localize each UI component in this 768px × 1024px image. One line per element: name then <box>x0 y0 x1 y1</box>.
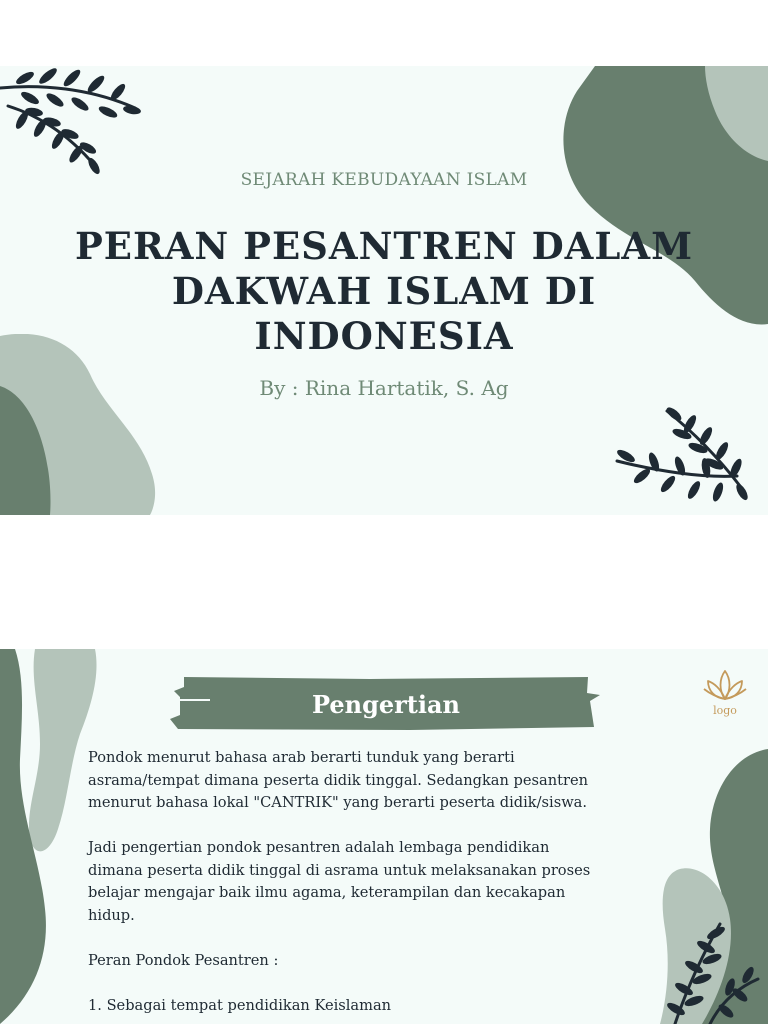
text-line: Jadi pengertian pondok pesantren adalah lembaga pendidikan <box>88 839 550 856</box>
content-slide <box>0 649 768 1024</box>
text-line: asrama/tempat dimana peserta didik tinggal. Sedangkan pesantren <box>88 771 588 789</box>
text-line: Pondok menurut bahasa arab berarti tunduk yang berarti <box>88 749 515 766</box>
definition-paragraph <box>88 837 678 927</box>
slide-subtitle: SEJARAH KEBUDAYAAN ISLAM <box>240 170 528 190</box>
list-heading: Peran Pondok Pesantren : <box>88 951 279 969</box>
section-heading: Pengertian <box>311 690 461 719</box>
slide-title <box>60 224 708 359</box>
body-text <box>88 747 678 1024</box>
text-line: dimana peserta didik tinggal di asrama untuk melaksanakan proses <box>88 861 591 879</box>
title-line: DAKWAH ISLAM DI <box>171 269 597 313</box>
logo-label: logo <box>713 704 737 717</box>
leaf-branch-icon <box>0 66 150 176</box>
list-item: 1. Sebagai tempat pendidikan Keislaman <box>88 996 392 1014</box>
bottom-left-blob-decoration <box>0 334 165 515</box>
leaf-branch-icon <box>612 406 752 511</box>
lotus-logo-icon <box>703 667 747 703</box>
text-line: belajar mengajar baik ilmu agama, keterampilan dan kecakapan <box>88 884 566 901</box>
title-slide <box>0 66 768 515</box>
definition-paragraph <box>88 747 678 815</box>
title-line: PERAN PESANTREN DALAM <box>74 224 694 268</box>
author-line: By : Rina Hartatik, S. Ag <box>259 376 509 400</box>
text-line: hidup. <box>88 906 135 924</box>
title-line: INDONESIA <box>254 314 514 358</box>
text-line: menurut bahasa lokal "CANTRIK" yang berarti peserta didik/siswa. <box>88 794 588 811</box>
